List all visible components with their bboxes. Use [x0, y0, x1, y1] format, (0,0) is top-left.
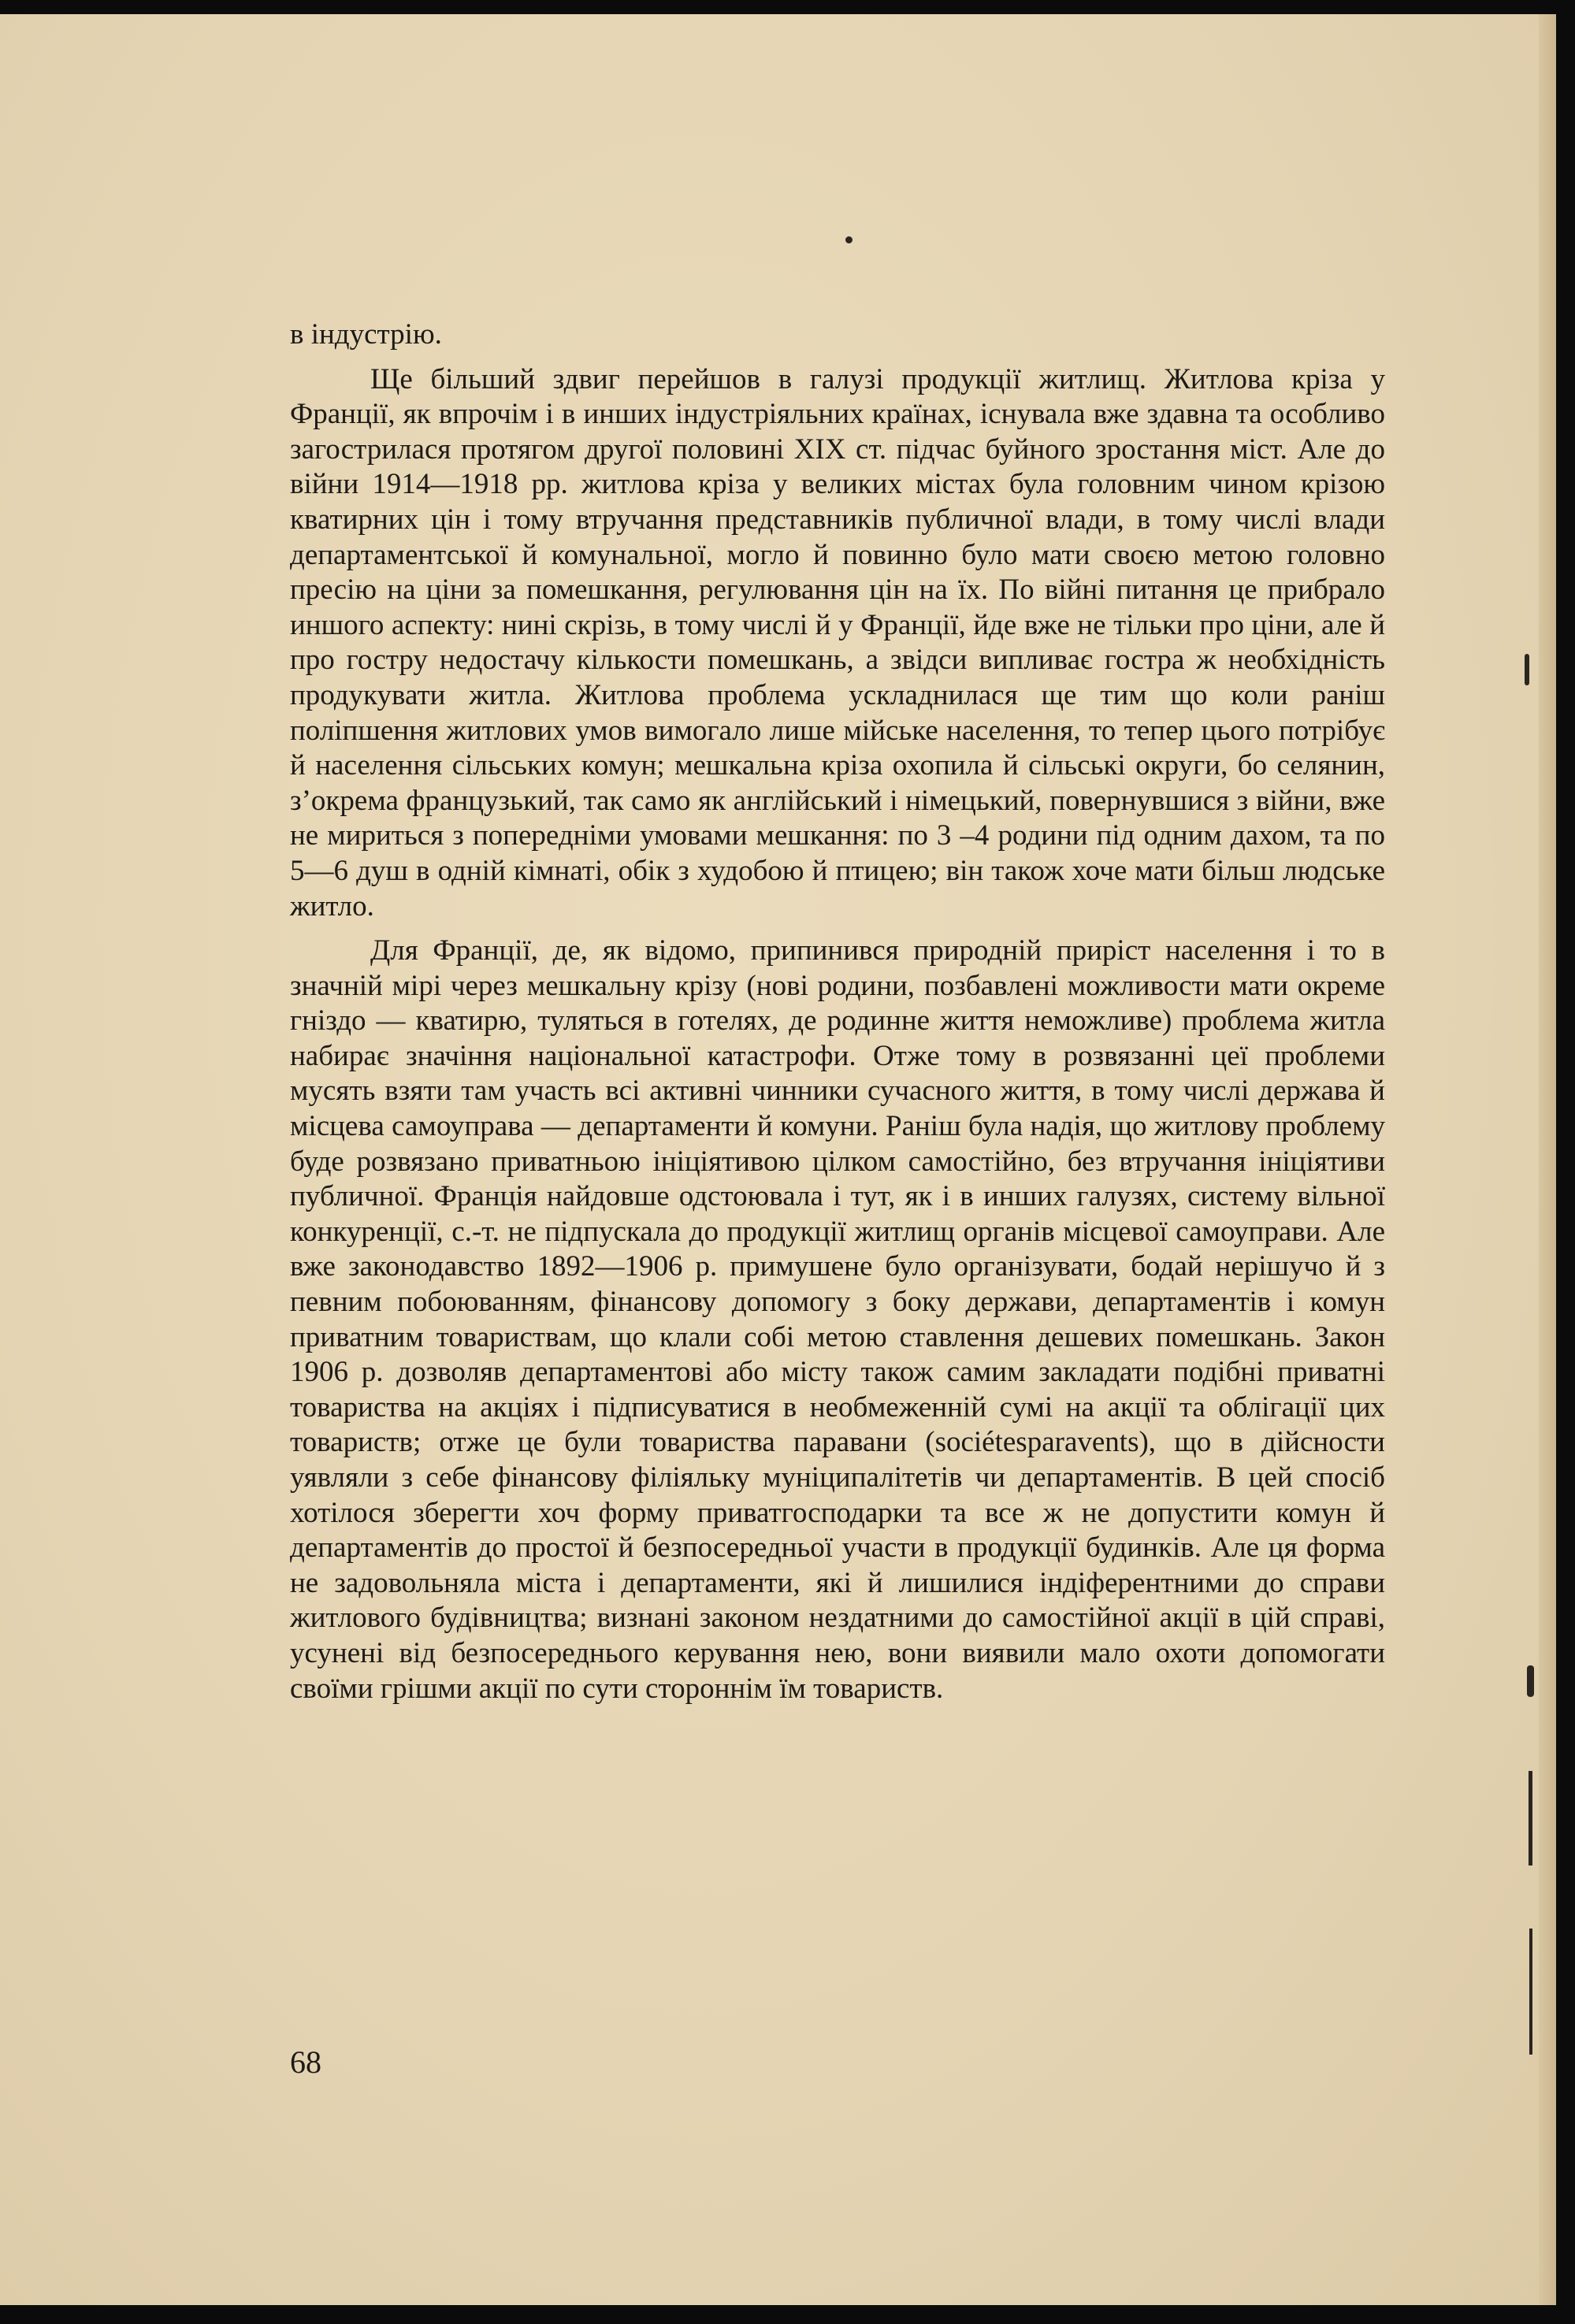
page-number: 68	[290, 2044, 321, 2080]
margin-ink-mark	[1529, 1929, 1532, 2055]
paragraph-2: Для Франції, де, як відомо, припинився природній приріст населення і то в значній мірі через мешкальну крізу (нові родини, позбавлені можливости мати окреме гніздо — кватирю, туляться в готелях, де родинне життя неможливе) проблема житла набирає значіння національної катастрофи. Отже тому в розвязанні цеї проблеми мусять взяти там участь всі активні чинники сучасного життя, в тому числі держава й місцева самоуправа — департаменти й комуни. Раніш була надія, що житлову проблему буде розвязано приватньою ініціятивою цілком самостійно, без втручання ініціятиви публичної. Франція найдовше одстоювала і тут, як і в инших галузях, систему вільної конкуренції, с.-т. не підпускала до продукції житлищ органів місцевої самоуправи. Але вже законодавство 1892—1906 р. примушене було організувати, бодай нерішучо й з певним побоюванням, фінансову допомогу з боку держави, департаментів і комун приватним товариствам, що клали собі метою ставлення дешевих помешкань. Закон 1906 р. дозволяв департаментові або місту також самим закладати подібні приватні товариства на акціях і підписуватися в необмеженній сумі на акції та облігації цих товариств; отже це були товариства паравани (sociétesparavents), що в дійсности уявляли з себе фінансову філіяльку муніципалітетів чи департаментів. В цей спосіб хотілося зберегти хоч форму приватгосподарки та все ж не допустити комун й департаментів до простої й безпосередньої участи в продукції будинків. Але ця форма не задовольняла міста і департаменти, які й лишилися індіферентними до справи житлового будівництва; визнані законом нездатними до самостійної акції в цій справі, усунені від безпосереднього керування нею, вони виявили мало охоти допомогати своїми грішми акції по сути стороннім їм товариств.	[290, 934, 1385, 1705]
printer-dot-mark	[845, 236, 853, 243]
top-fragment: в індустрію.	[290, 318, 442, 351]
page-edge-shadow	[1539, 14, 1556, 2305]
book-page	[0, 14, 1556, 2305]
body-text	[290, 317, 1385, 1716]
margin-ink-mark	[1529, 1771, 1532, 1866]
margin-ink-mark	[1525, 654, 1529, 685]
margin-ink-mark	[1527, 1665, 1534, 1697]
paragraph-1: Ще більший здвиг перейшов в галузі продукції житлищ. Житлова кріза у Франції, як впрочім і в инших індустріяльних країнах, існувала вже здавна та особливо загострилася протягом другої половині XIX ст. підчас буйного зростання міст. Але до війни 1914—1918 рр. житлова кріза у великих містах була головним чином крізою кватирних цін і тому втручання представників публичної влади, в тому числі влади департаментської й комунальної, могло й повинно було мати своєю метою головно пресію на ціни за помешкання, регулювання цін на їх. По війні питання це прибрало иншого аспекту: нині скрізь, в тому числі й у Франції, йде вже не тільки про ціни, але й про гостру недостачу кількости помешкань, а звідси випливає гостра ж необхідність продукувати житла. Житлова проблема ускладнилася ще тим що коли раніш поліпшення житлових умов вимогало лише мійське населення, то тепер цього потрібує й населення сільських комун; мешкальна кріза охопила й сільські округи, бо селянин, з’окрема французький, так само як англійський і німецький, повернувшися з війни, вже не мириться з попередніми умовами мешкання: по 3 –4 родини під одним дахом, та по 5—6 душ в одній кімнаті, обік з худобою й птицею; він також хоче мати більш людське житло.	[290, 362, 1385, 923]
